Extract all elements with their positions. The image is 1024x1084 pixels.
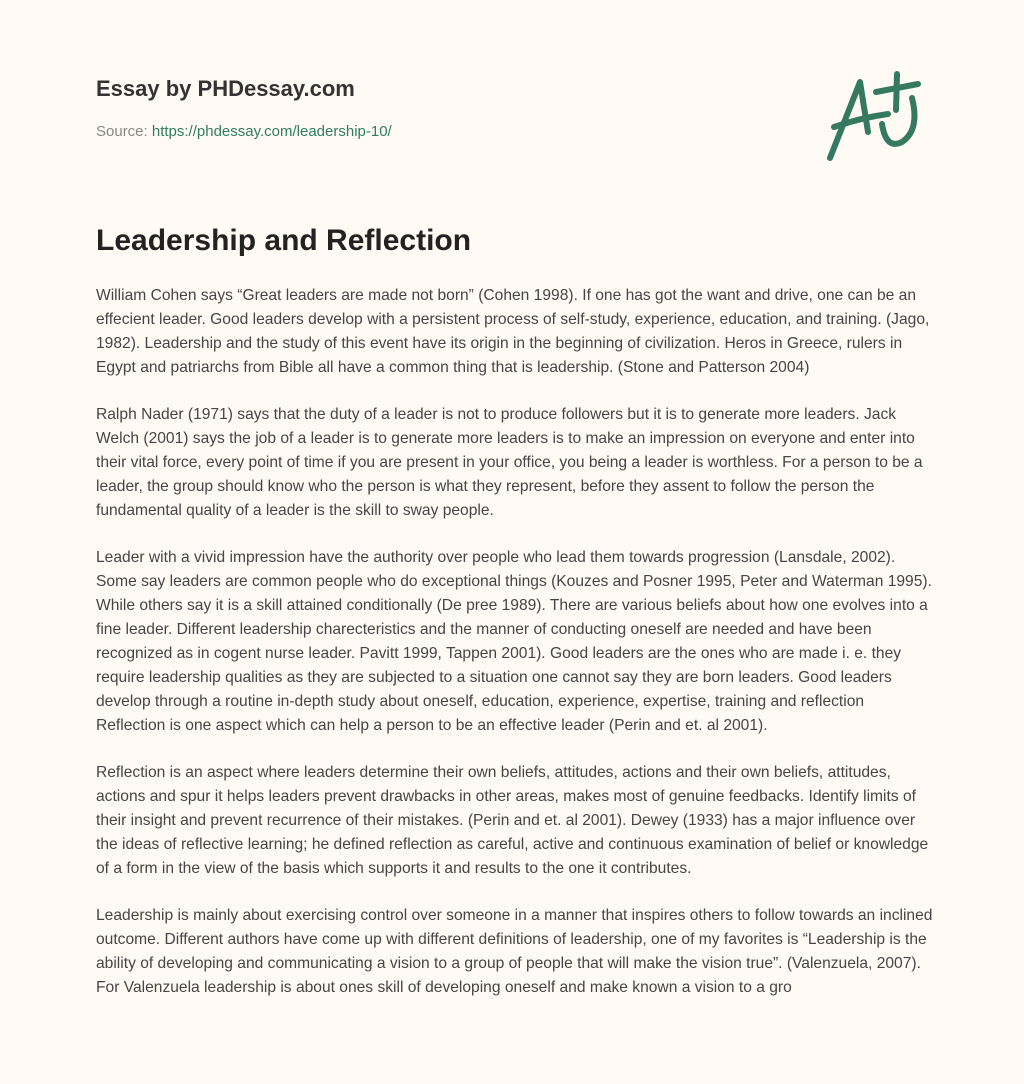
paragraph: Leadership is mainly about exercising control over someone in a manner that inspires others to follow towards an inclined outcome. Different authors have come up with different definitions of leadership, one of my favorites is “Leadership is the ability of developing and communicating a vision to a group of people that will make the vision true”. (Valenzuela, 2007). For Valenzuela leadership is about ones skill of developing oneself and make known a vision to a gro bbox=[96, 907, 933, 996]
article-body bbox=[96, 284, 934, 1023]
source-line bbox=[96, 123, 392, 140]
source-label: Source: bbox=[96, 123, 148, 140]
paragraph: Ralph Nader (1971) says that the duty of a leader is not to produce followers but it is to generate more leaders. Jack Welch (2001) says the job of a leader is to generate more leaders is to make an impression on everyone and enter into their vital force, every point of time if you are present in your office, you being a leader is worthless. For a person to be a leader, the group should know who the person is what they represent, before they assent to follow the person the fundamental quality of a leader is the skill to sway people. bbox=[96, 406, 923, 519]
article-title: Leadership and Reflection bbox=[96, 224, 472, 257]
paragraph: Leader with a vivid impression have the authority over people who lead them towards progression (Lansdale, 2002). Some say leaders are common people who do exceptional things (Kouzes and Posner 1995, Peter and Waterman 1995). While others say it is a skill attained conditionally (De pree 1989). There are various beliefs about how one evolves into a fine leader. Different leadership charecteristics and the manner of conducting oneself are needed and have been recognized as in cogent nurse leader. Pavitt 1999, Tappen 2001). Good leaders are the ones who are made i. e. they require leadership qualities as they are subjected to a situation one cannot say they are born leaders. Good leaders develop through a routine in-depth study about oneself, education, experience, expertise, training and reflection Reflection is one aspect which can help a person to be an effective leader (Perin and et. al 2001). bbox=[96, 549, 932, 734]
paragraph: William Cohen says “Great leaders are made not born” (Cohen 1998). If one has got the want and drive, one can be an effecient leader. Good leaders develop with a persistent process of self-study, experience, education, and training. (Jago, 1982). Leadership and the study of this event have its origin in the beginning of civilization. Heros in Greece, rulers in Egypt and patriarchs from Bible all have a common thing that is leadership. (Stone and Patterson 2004) bbox=[96, 287, 930, 376]
a-plus-logo bbox=[820, 70, 930, 165]
site-brand: Essay by PHDessay.com bbox=[96, 76, 355, 101]
source-link[interactable]: https://phdessay.com/leadership-10/ bbox=[151, 123, 392, 140]
paragraph: Reflection is an aspect where leaders determine their own beliefs, attitudes, actions and their own beliefs, attitudes, actions and spur it helps leaders prevent drawbacks in other areas, makes most of genuine feedbacks. Identify limits of their insight and prevent recurrence of their mistakes. (Perin and et. al 2001). Dewey (1933) has a major influence over the ideas of reflective learning; he defined reflection as careful, active and continuous examination of belief or knowledge of a form in the view of the basis which supports it and results to the one it contributes. bbox=[96, 764, 929, 877]
